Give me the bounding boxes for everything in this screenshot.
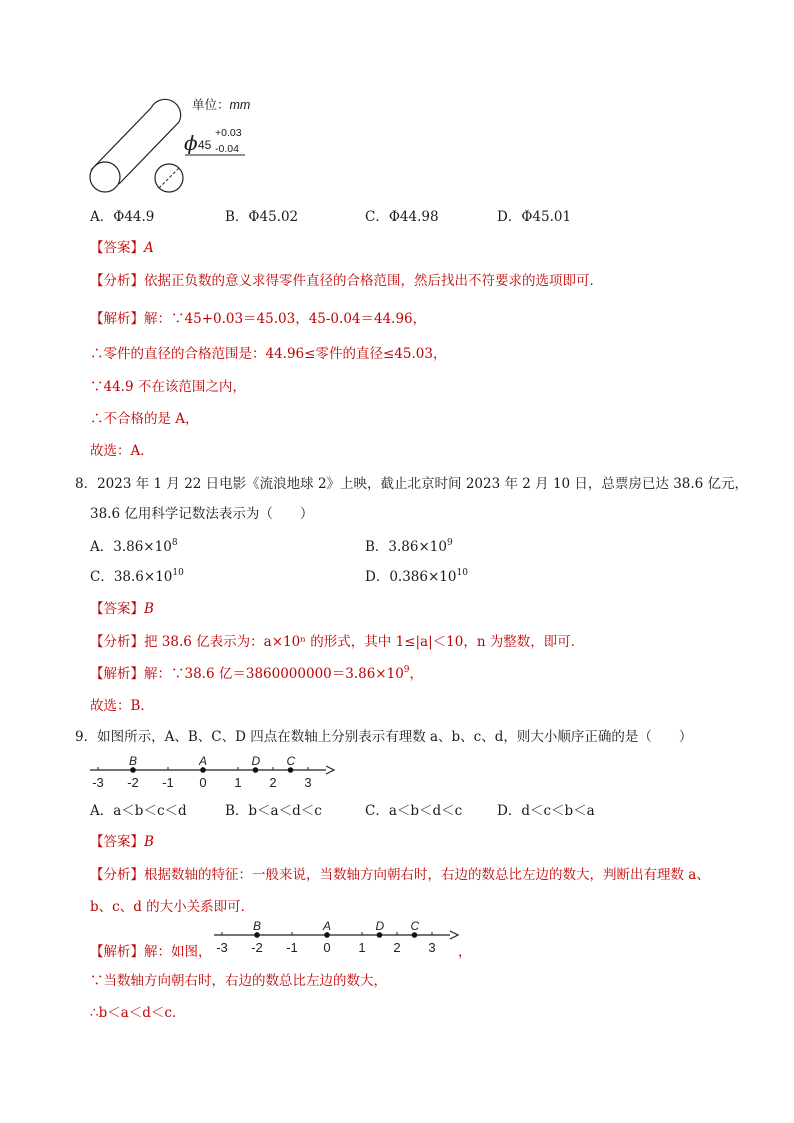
q9-answer xyxy=(90,833,154,851)
axis-tick-label: -3 xyxy=(92,775,104,790)
point-d-dot xyxy=(253,767,259,773)
q8-option-b-text: B．3.86×10 xyxy=(365,539,447,555)
q7-analysis xyxy=(90,272,603,290)
q9-stem: 9．如图所示，A、B、C、D 四点在数轴上分别表示有理数 a、b、c、d，则大小顺序正确的是（ ） xyxy=(75,729,693,745)
solution-text: 解：∵38.6 亿＝3860000000＝3.86×10 xyxy=(144,666,404,682)
point-a-dot xyxy=(324,932,330,938)
analysis-text: 把 38.6 亿表示为：a×10ⁿ 的形式，其中 1≤|a|＜10，n 为整数，即可． xyxy=(144,634,585,650)
q9-solution-line-3: ∴b＜a＜d＜c． xyxy=(90,1005,186,1021)
analysis-tag: 【分析】 xyxy=(90,273,144,289)
nominal-diameter: 45 xyxy=(198,138,212,152)
point-d-label: D xyxy=(251,755,261,768)
q8-answer xyxy=(90,600,154,618)
point-a-label: A xyxy=(323,920,332,933)
axis-tick-label: 3 xyxy=(304,775,312,790)
axis-tick-label: -2 xyxy=(251,940,263,955)
solution-tag: 【解析】 xyxy=(90,944,144,960)
point-b-label: B xyxy=(129,755,138,768)
q7-option-c: C．Φ44.98 xyxy=(365,209,439,225)
q9-option-c: C．a＜b＜d＜c xyxy=(365,803,463,819)
point-b-label: B xyxy=(253,920,262,933)
q8-stem-line-2: 38.6 亿用科学记数法表示为（ ） xyxy=(90,506,314,522)
q9-analysis-line-1 xyxy=(90,866,710,884)
axis-tick-label: 1 xyxy=(234,775,242,790)
point-d-label: D xyxy=(375,920,385,933)
q9-option-d: D．d＜c＜b＜a xyxy=(497,803,595,819)
analysis-text: 依据正负数的意义求得零件直径的合格范围，然后找出不符要求的选项即可． xyxy=(144,273,603,289)
axis-tick-label: 0 xyxy=(323,940,331,955)
q9-solution-line-2: ∵当数轴方向朝右时，右边的数总比左边的数大， xyxy=(90,973,387,989)
axis-tick-label: -2 xyxy=(127,775,139,790)
axis-arrow xyxy=(450,931,458,939)
answer-tag: 【答案】 xyxy=(90,240,144,256)
q8-option-c xyxy=(90,568,184,586)
point-b-dot xyxy=(254,932,260,938)
unit-label-text: 单位： xyxy=(192,98,230,112)
analysis-tag: 【分析】 xyxy=(90,634,144,650)
q8-option-a-text: A．3.86×10 xyxy=(90,539,172,555)
q9-option-a: A．a＜b＜c＜d xyxy=(90,803,187,819)
q8-option-c-text: C．38.6×10 xyxy=(90,569,173,585)
axis-tick-label: 0 xyxy=(199,775,207,790)
q8-analysis xyxy=(90,633,584,651)
q8-solution-line-1 xyxy=(90,665,423,683)
q8-option-d xyxy=(365,568,468,586)
lower-tolerance: -0.04 xyxy=(215,143,239,155)
axis-tick-label: -1 xyxy=(162,775,174,790)
answer-value: A xyxy=(144,240,154,256)
axis-tick-label: -1 xyxy=(286,940,298,955)
q9-option-b: B．b＜a＜d＜c xyxy=(225,803,322,819)
axis-tick-label: 3 xyxy=(428,940,436,955)
unit-value: mm xyxy=(229,98,251,112)
point-b-dot xyxy=(130,767,136,773)
q7-answer xyxy=(90,239,154,257)
axis-tick-label: 2 xyxy=(393,940,401,955)
axis-tick-label: -3 xyxy=(216,940,228,955)
q7-option-b: B．Φ45.02 xyxy=(225,209,299,225)
solution-end: ， xyxy=(409,666,424,682)
q7-option-d: D．Φ45.01 xyxy=(497,209,572,225)
point-d-dot xyxy=(377,932,383,938)
solution-tag: 【解析】 xyxy=(90,666,144,682)
q8-option-a xyxy=(90,538,178,556)
solution-text: ∵45+0.03＝45.03，45-0.04＝44.96， xyxy=(171,311,427,327)
number-line-figure-solution xyxy=(212,920,462,958)
analysis-tag: 【分析】 xyxy=(90,867,144,883)
q9-analysis-line-2: b、c、d 的大小关系即可． xyxy=(90,899,255,915)
upper-tolerance: +0.03 xyxy=(215,127,242,139)
q8-option-b xyxy=(365,538,453,556)
q8-option-a-exp: 8 xyxy=(171,538,178,548)
answer-tag: 【答案】 xyxy=(90,834,144,850)
point-a-label: A xyxy=(199,755,208,768)
number-line-figure xyxy=(88,755,338,793)
q8-option-c-exp: 10 xyxy=(172,568,184,578)
solution-exp: 9 xyxy=(403,665,410,675)
analysis-text: 根据数轴的特征：一般来说，当数轴方向朝右时，右边的数总比左边的数大，判断出有理数 a、 xyxy=(144,867,710,883)
axis-arrow xyxy=(326,766,334,774)
phi-symbol: ϕ xyxy=(184,131,198,155)
point-c-dot xyxy=(412,932,418,938)
point-a-dot xyxy=(200,767,206,773)
q7-solution-line-4: ∴不合格的是 A， xyxy=(90,411,199,427)
q8-option-d-text: D．0.386×10 xyxy=(365,569,457,585)
q9-solution-line-1 xyxy=(90,943,212,961)
q7-solution-line-2: ∴零件的直径的合格范围是：44.96≤零件的直径≤45.03， xyxy=(90,346,447,362)
answer-value: B xyxy=(144,601,154,617)
solution-prefix: 解：如图， xyxy=(144,944,212,960)
q7-solution-line-1 xyxy=(90,310,426,328)
axis-tick-label: 2 xyxy=(269,775,277,790)
q8-option-d-exp: 10 xyxy=(456,568,468,578)
answer-value: B xyxy=(144,834,154,850)
q7-option-a: A．Φ44.9 xyxy=(90,209,155,225)
solution-tag: 【解析】 xyxy=(90,311,144,327)
point-c-label: C xyxy=(286,755,296,768)
q7-solution-line-3: ∵44.9 不在该范围之内， xyxy=(90,379,246,395)
q8-solution-line-2: 故选：B． xyxy=(90,698,154,714)
point-c-label: C xyxy=(410,920,420,933)
axis-tick-label: 1 xyxy=(358,940,366,955)
q8-stem-line-1: 8．2023 年 1 月 22 日电影《流浪地球 2》上映，截止北京时间 2023 年 2 月 10 日，总票房已达 38.6 亿元， xyxy=(75,476,749,492)
point-c-dot xyxy=(288,767,294,773)
q8-option-b-exp: 9 xyxy=(446,538,453,548)
unit-label xyxy=(192,96,250,114)
answer-tag: 【答案】 xyxy=(90,601,144,617)
solution-comma: ， xyxy=(458,944,472,960)
q7-solution-line-5: 故选：A． xyxy=(90,443,154,459)
solution-prefix: 解： xyxy=(144,311,171,327)
